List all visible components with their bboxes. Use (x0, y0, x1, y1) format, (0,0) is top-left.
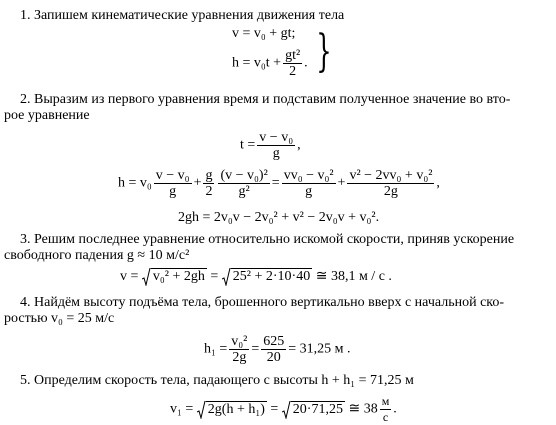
denominator: g² (238, 184, 250, 199)
fraction (283, 48, 302, 79)
right-brace: } (316, 26, 332, 77)
radicand: 2g(h + h₁) (207, 401, 265, 417)
plus-sign: + (193, 175, 202, 191)
sqrt-symbol (222, 268, 312, 286)
equals-sign: = (271, 175, 280, 191)
step-2-text-line1: 2. Выразим из первого уравнения время и подставим полученное значение во вто- (20, 92, 511, 107)
equals-sign: = (210, 269, 219, 285)
result: ≅ 38,1 м / с . (315, 269, 392, 285)
denominator: g (305, 184, 313, 199)
step-5-text: 5. Определим скорость тела, падающего с высоты h + h₁ = 71,25 м (20, 373, 414, 388)
eq-part: v₁ = (170, 401, 194, 417)
denominator: 2g (232, 350, 247, 365)
numerator: v² − 2vv₀ + v₀² (349, 168, 433, 183)
fraction (203, 168, 214, 199)
equals-sign: = (270, 401, 279, 417)
numerator: gt² (285, 48, 301, 63)
step-4-text-line1: 4. Найдём высоту подъёма тела, брошенного вертикально вверх с начальной ско- (20, 295, 505, 310)
equation-height-substituted: h = v₀ $\frac{\text{v − v₀}}{g}$ + $\frac{g}{2}$ $\frac{\text{(v − v₀)²}}{\text{g²}}$ = $\frac{\text{vv₀ − v₀²}}{g}$ + $\frac{\text{v² − 2vv₀ + v₀²}}{2g}$ , (118, 168, 440, 199)
equation-time: t = $\frac{\text{v − v₀}}{g}$ , (240, 130, 301, 161)
equation-height-left: h = v₀t + (232, 55, 282, 71)
radicand: 25² + 2·10·40 (232, 269, 311, 285)
eq-part: h = v₀ (118, 175, 152, 191)
plus-sign: + (337, 175, 346, 191)
step-3-text-line2: свободного падения g ≈ 10 м/с² (4, 248, 190, 263)
fraction (282, 168, 336, 199)
denominator: 2g (383, 184, 398, 199)
numerator: v₀² (231, 334, 248, 349)
result: = 31,25 м . (288, 341, 351, 357)
denominator: с (382, 410, 389, 424)
fraction (229, 334, 249, 365)
fraction (257, 130, 295, 161)
numerator: 625 (263, 334, 285, 349)
denominator: g (169, 184, 177, 199)
step-1-text: 1. Запишем кинематические уравнения движения тела (20, 8, 345, 23)
fraction (154, 168, 192, 199)
equation-velocity: v = v₀ + gt; (232, 26, 296, 41)
eq-part: h₁ = (204, 341, 228, 357)
sqrt-symbol (197, 401, 267, 419)
equation-expanded: 2gh = 2v₀v − 2v₀² + v² − 2v₀v + v₀². (178, 210, 380, 225)
result: ≅ 38 (348, 401, 378, 417)
numerator: v − v₀ (259, 130, 294, 145)
equation-time-left: t = (240, 137, 256, 153)
equation-final-speed: v₁ = 2g(h + h₁) = 20·71,25 ≅ 38 $\frac{м}{с}$ . (170, 394, 397, 424)
denominator: 2 (289, 64, 297, 79)
radicand: v₀² + 2gh (152, 269, 205, 285)
numerator: м (381, 394, 390, 408)
radicand: 20·71,25 (292, 401, 343, 417)
equation-height: h = v₀t + $\frac{\text{gt²}}{2}$ . (232, 48, 308, 79)
denominator: 20 (266, 350, 281, 365)
fraction (261, 334, 286, 365)
equation-height-max (204, 334, 351, 365)
eq-part: v = (120, 269, 139, 285)
equals-sign: = (251, 341, 260, 357)
step-3-text-line1: 3. Решим последнее уравнение относительно искомой скорости, приняв ускорение (20, 232, 515, 247)
numerator: g (205, 168, 213, 183)
numerator: vv₀ − v₀² (283, 168, 334, 183)
fraction (347, 168, 434, 199)
fraction (218, 168, 269, 199)
sqrt-symbol (282, 401, 345, 419)
numerator: (v − v₀)² (220, 168, 268, 183)
equation-speed (120, 268, 392, 286)
denominator: 2 (205, 184, 213, 199)
sqrt-symbol (142, 268, 207, 286)
numerator: v − v₀ (155, 168, 190, 183)
denominator: g (272, 146, 280, 161)
step-4-text-line2: ростью v₀ = 25 м/с (4, 311, 115, 326)
unit-fraction (380, 394, 392, 425)
step-2-text-line2: рое уравнение (4, 108, 90, 123)
